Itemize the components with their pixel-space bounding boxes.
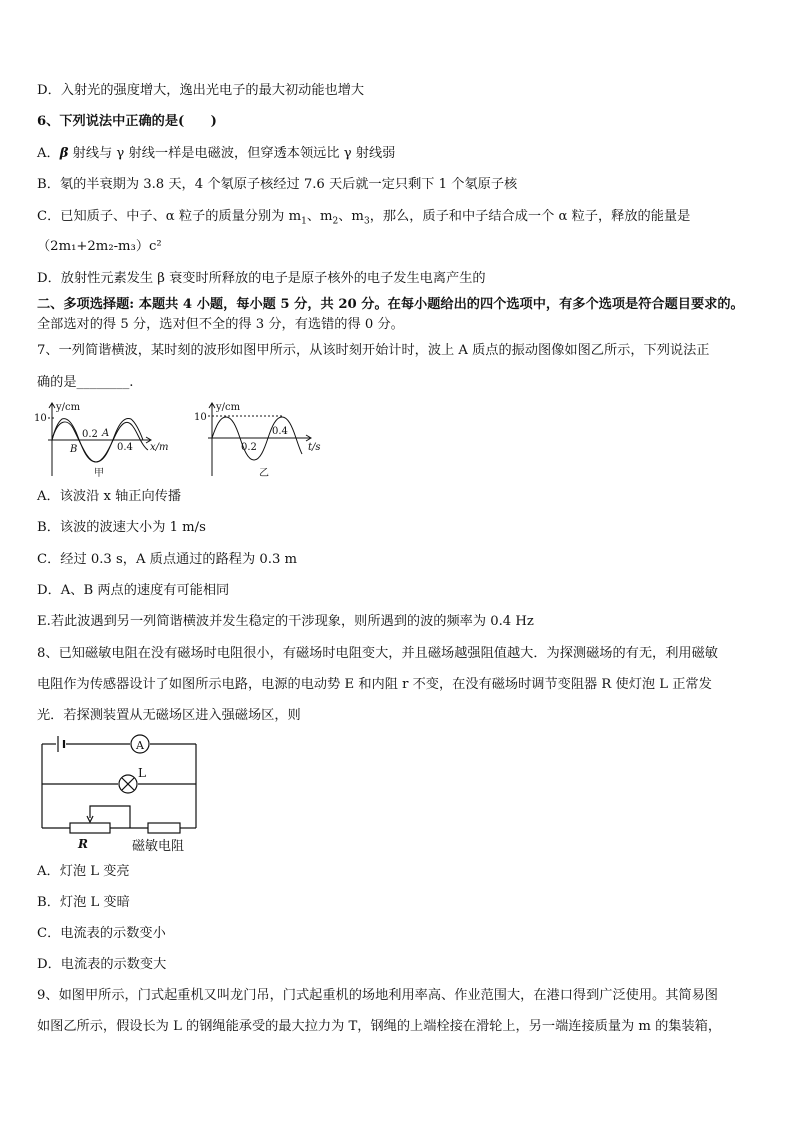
question-7-stem-2: 确的是________. xyxy=(37,375,134,390)
option-8a: A．灯泡 L 变亮 xyxy=(37,864,130,879)
jia-label-B: B xyxy=(70,444,78,455)
option-8b: B．灯泡 L 变暗 xyxy=(37,895,130,910)
jia-ytick: 10 xyxy=(34,413,47,424)
figure-yi xyxy=(208,403,311,476)
option-8c: C．电流表的示数变小 xyxy=(37,926,166,941)
circuit-diagram xyxy=(30,732,210,856)
question-6-stem: 6、下列说法中正确的是( ) xyxy=(37,114,217,129)
question-9-stem-2: 如图乙所示，假设长为 L 的钢绳能承受的最大拉力为 T，钢绳的上端栓接在滑轮上，另一端连接质量为 m 的集装箱， xyxy=(37,1019,722,1034)
jia-caption: 甲 xyxy=(94,468,104,479)
question-8-stem-3: 光．若探测装置从无磁场区进入强磁场区，则 xyxy=(37,708,301,723)
yi-ylabel: y/cm xyxy=(216,402,241,413)
sensor-label: 磁敏电阻 xyxy=(132,839,185,854)
jia-label-02: 0.2 xyxy=(82,429,98,440)
yi-caption: 乙 xyxy=(259,468,269,479)
option-7b: B．该波的波速大小为 1 m/s xyxy=(37,520,206,535)
option-6d: D．放射性元素发生 β 衰变时所释放的电子是原子核外的电子发生电离产生的 xyxy=(37,271,486,286)
option-7d: D．A、B 两点的速度有可能相同 xyxy=(37,583,230,598)
yi-label-02: 0.2 xyxy=(241,442,257,453)
option-6b: B．氡的半衰期为 3.8 天，4 个氡原子核经过 7.6 天后就一定只剩下 1 个氡原子核 xyxy=(37,177,518,192)
option-6a: A．β 射线与 γ 射线一样是电磁波，但穿透本领远比 γ 射线弱 xyxy=(37,146,396,161)
jia-xlabel: x/m xyxy=(150,442,169,453)
yi-ytick: 10 xyxy=(194,412,207,423)
lamp-label: L xyxy=(138,766,146,780)
jia-label-04: 0.4 xyxy=(117,442,133,453)
section-2-title: 二、多项选择题: 本题共 4 小题，每小题 5 分，共 20 分。在每小题给出的四个选项中，有多个选项是符合题目要求的。 xyxy=(37,297,744,312)
jia-ylabel: y/cm xyxy=(56,402,81,413)
option-7e: E.若此波遇到另一列简谐横波并发生稳定的干涉现象，则所遇到的波的频率为 0.4 Hz xyxy=(37,614,534,629)
ammeter-label: A xyxy=(136,739,144,752)
yi-xlabel: t/s xyxy=(308,442,321,453)
rheostat-symbol xyxy=(70,823,110,833)
magnetoresistor-symbol xyxy=(148,823,180,833)
question-9-stem-1: 9、如图甲所示，门式起重机又叫龙门吊，门式起重机的场地利用率高、作业范围大，在港口得到广泛使用。其简易图 xyxy=(37,988,718,1003)
option-6c: C．已知质子、中子、α 粒子的质量分别为 $m_1$、$m_2$、$m_3$，那么，质子和中子结合成一个 α 粒子，释放的能量是 xyxy=(37,209,691,227)
option-8d: D．电流表的示数变大 xyxy=(37,957,167,972)
figure-jia xyxy=(48,403,151,476)
rheostat-label: R xyxy=(78,837,88,851)
wave-figures xyxy=(30,398,330,480)
yi-label-04: 0.4 xyxy=(272,426,288,437)
line-q5d: D．入射光的强度增大，逸出光电子的最大初动能也增大 xyxy=(37,83,365,98)
section-2-note: 全部选对的得 5 分，选对但不全的得 3 分，有选错的得 0 分。 xyxy=(37,317,404,332)
figure-yi-labels xyxy=(194,402,321,479)
question-7-stem-1: 7、一列简谐横波，某时刻的波形如图甲所示，从该时刻开始计时，波上 A 质点的振动图像如图乙所示，下列说法正 xyxy=(37,343,710,358)
question-8-stem-1: 8、已知磁敏电阻在没有磁场时电阻很小，有磁场时电阻变大，并且磁场越强阻值越大．为探测磁场的有无，利用磁敏 xyxy=(37,646,718,661)
question-8-stem-2: 电阻作为传感器设计了如图所示电路，电源的电动势 E 和内阻 r 不变，在没有磁场时调节变阻器 R 使灯泡 L 正常发 xyxy=(37,677,712,692)
jia-label-A: A xyxy=(102,428,110,439)
option-7c: C．经过 0.3 s，A 质点通过的路程为 0.3 m xyxy=(37,552,298,567)
option-7a: A．该波沿 x 轴正向传播 xyxy=(37,489,182,504)
option-6c-cont: （2m₁+2m₂-m₃）c² xyxy=(37,239,162,254)
